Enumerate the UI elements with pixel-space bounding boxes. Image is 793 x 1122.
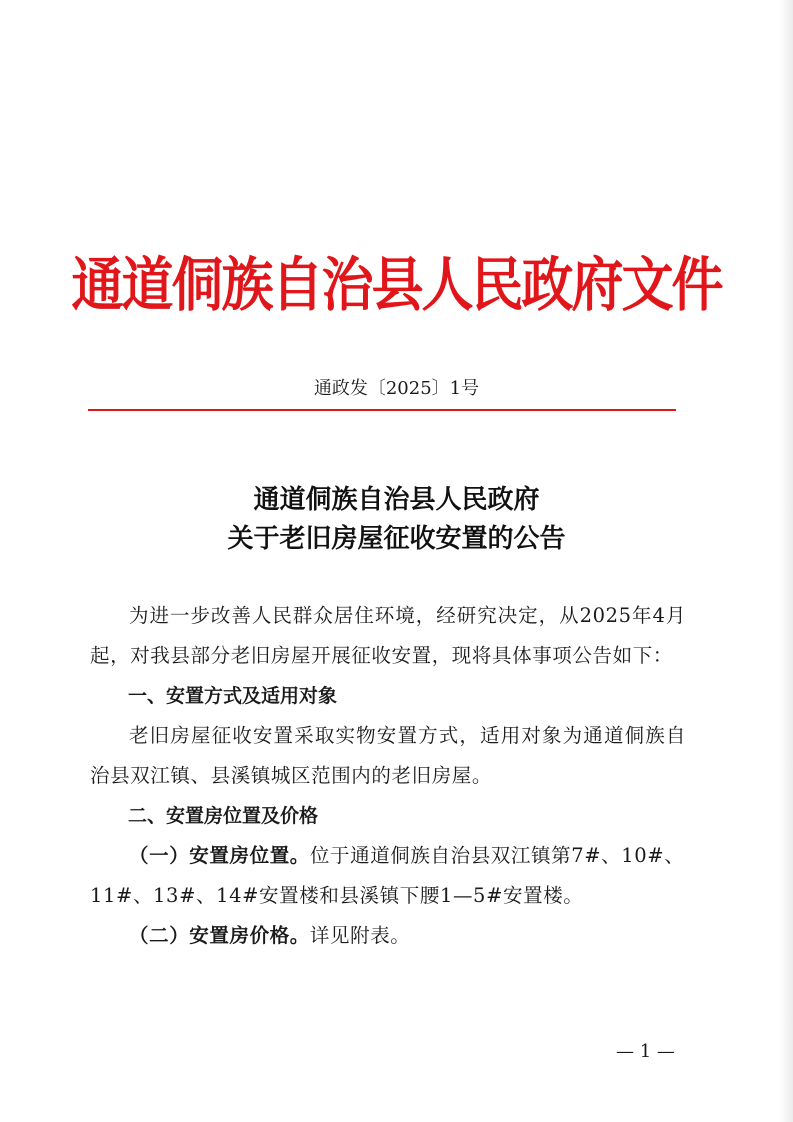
page-edge-shadow xyxy=(779,0,793,1122)
item-1-paragraph xyxy=(90,836,686,916)
red-divider-line xyxy=(88,409,676,411)
notice-title-line-2: 关于老旧房屋征收安置的公告 xyxy=(227,524,566,554)
section-1-paragraph: 老旧房屋征收安置采取实物安置方式，适用对象为通道侗族自治县双江镇、县溪镇城区范围内的老旧房屋。 xyxy=(90,724,686,787)
notice-body xyxy=(90,596,686,956)
notice-title xyxy=(0,481,793,559)
item-1-text: 位于通道侗族自治县双江镇第7#、10#、11#、13#、14#安置楼和县溪镇下腰1—5#安置楼。 xyxy=(90,844,685,907)
intro-paragraph: 为进一步改善人民群众居住环境，经研究决定，从2025年4月起，对我县部分老旧房屋开展征收安置，现将具体事项公告如下： xyxy=(90,604,686,667)
item-1-label: （一）安置房位置。 xyxy=(129,844,310,867)
section-1-heading: 一、安置方式及适用对象 xyxy=(128,685,338,707)
page-number: — 1 — xyxy=(616,1041,675,1062)
item-2-label: （二）安置房价格。 xyxy=(129,924,310,947)
document-masthead: 通道侗族自治县人民政府文件 xyxy=(71,251,722,320)
notice-title-line-1: 通道侗族自治县人民政府 xyxy=(253,485,540,515)
item-2-text: 详见附表。 xyxy=(309,924,411,947)
section-2-heading: 二、安置房位置及价格 xyxy=(128,805,319,827)
item-2-paragraph xyxy=(90,916,686,956)
document-number: 通政发〔2025〕1号 xyxy=(313,378,480,399)
